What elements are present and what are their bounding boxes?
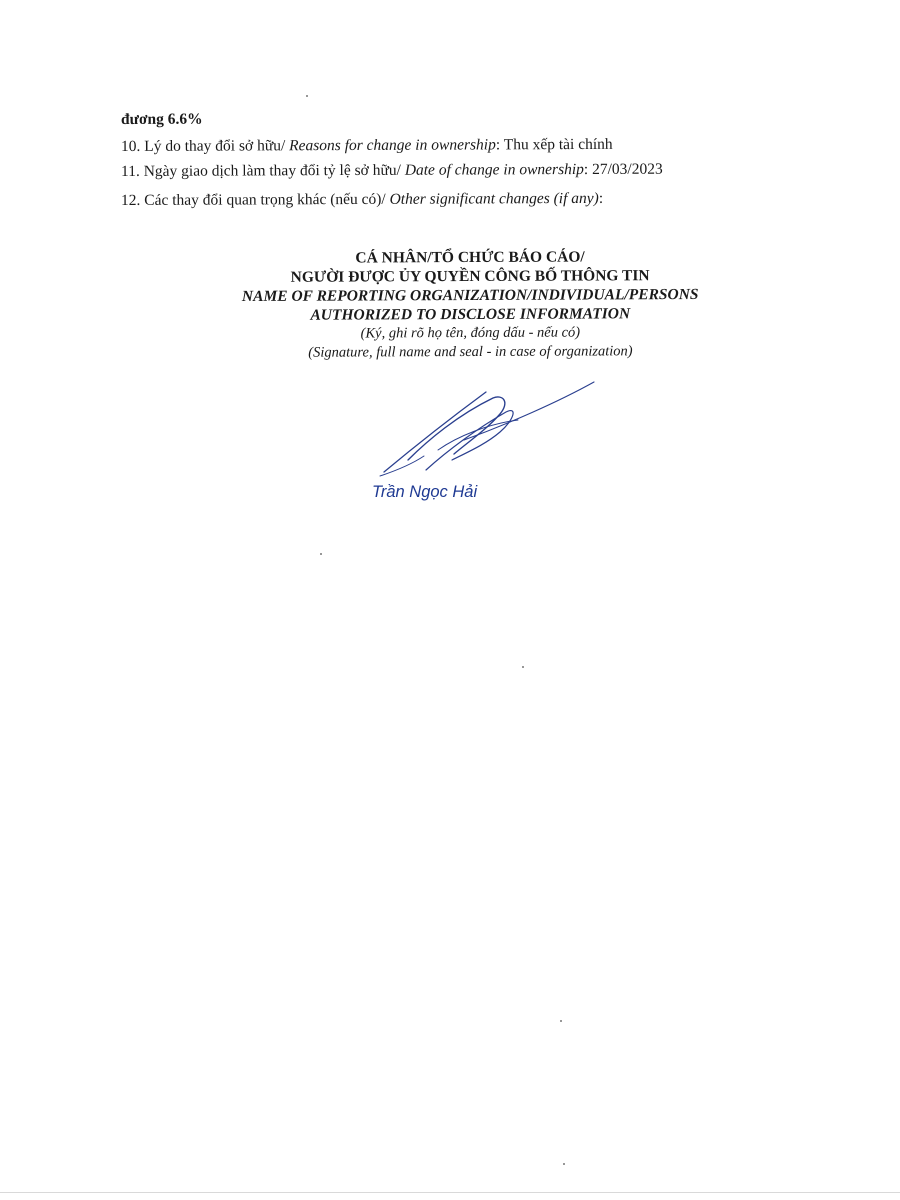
signature-heading-vi-2: NGƯỜI ĐƯỢC ỦY QUYỀN CÔNG BỐ THÔNG TIN — [290, 267, 650, 286]
item-12-other-changes — [121, 191, 603, 209]
item-12-label-vi: 12. Các thay đổi quan trọng khác (nếu có)/ — [120, 190, 390, 209]
signature-note-vi: (Ký, ghi rõ họ tên, đóng dấu - nếu có) — [360, 324, 581, 342]
item-10-value: : Thu xếp tài chính — [495, 135, 613, 154]
continuation-text: đương 6.6% — [120, 110, 203, 128]
item-11-value: : 27/03/2023 — [583, 160, 663, 178]
scan-speck — [560, 1020, 562, 1022]
item-11-label-vi: 11. Ngày giao dịch làm thay đổi tỷ lệ sở hữu/ — [120, 161, 405, 180]
scan-speck — [563, 1163, 565, 1165]
signer-name: Trần Ngọc Hải — [372, 483, 478, 501]
item-12-value: : — [598, 189, 604, 207]
handwritten-signature — [368, 380, 608, 490]
signature-heading-en-1: NAME OF REPORTING ORGANIZATION/INDIVIDUAL/PERSONS — [241, 286, 699, 305]
scan-speck — [522, 666, 524, 668]
item-10-reason-for-change — [121, 137, 613, 155]
signature-heading-en-2: AUTHORIZED TO DISCLOSE INFORMATION — [310, 305, 631, 324]
item-10-label-vi: 10. Lý do thay đổi sở hữu/ — [120, 137, 290, 155]
item-11-label-en: Date of change in ownership — [404, 160, 584, 179]
signature-note-en: (Signature, full name and seal - in case of organization) — [308, 343, 633, 361]
item-10-label-en: Reasons for change in ownership — [289, 136, 496, 155]
item-12-label-en: Other significant changes (if any) — [389, 189, 599, 208]
scan-speck — [320, 553, 322, 555]
signature-block — [170, 247, 770, 364]
scan-speck — [306, 95, 308, 97]
signature-heading-vi-1: CÁ NHÂN/TỔ CHỨC BÁO CÁO/ — [355, 248, 585, 267]
scan-edge — [0, 1192, 900, 1193]
item-11-date-of-change — [121, 162, 663, 180]
